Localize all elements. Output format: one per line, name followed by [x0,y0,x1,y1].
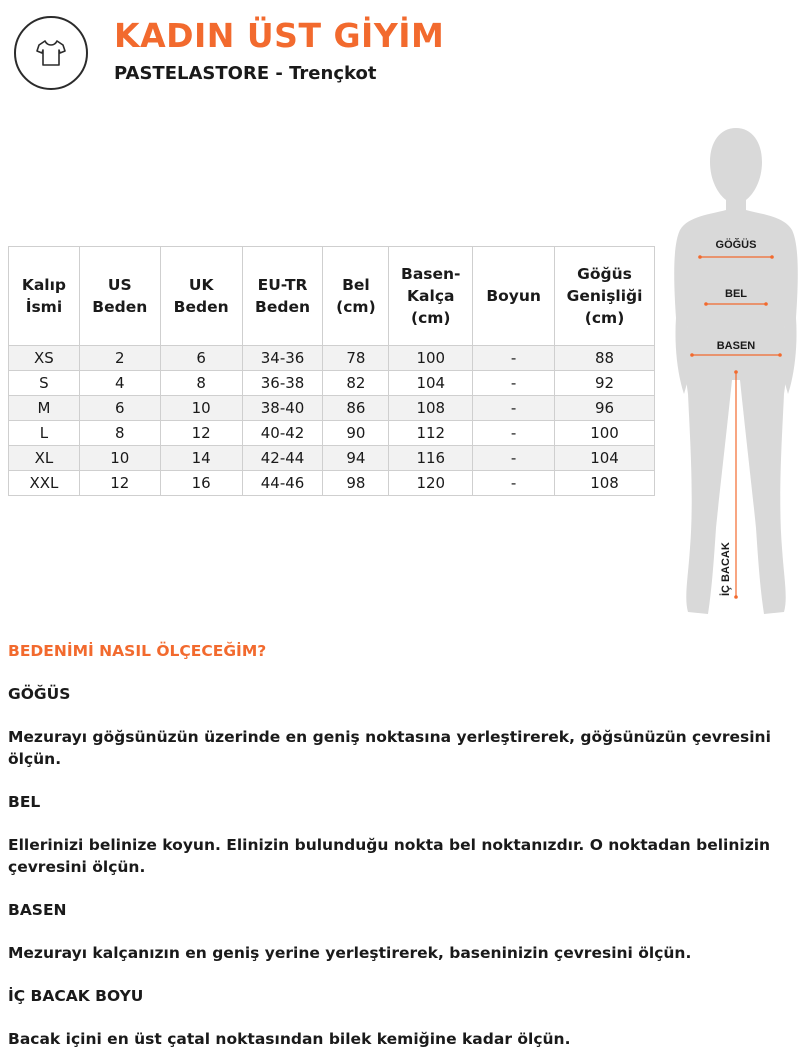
table-cell: 92 [555,371,655,396]
table-cell: 44-46 [242,471,323,496]
table-cell: 34-36 [242,346,323,371]
inseam-measure-dot [734,370,738,374]
guide-question: BEDENİMİ NASIL ÖLÇECEĞİM? [8,642,267,660]
header-cell-waist: Bel (cm) [323,247,389,346]
table-cell: 96 [555,396,655,421]
table-cell: 116 [389,446,473,471]
table-row [9,471,655,496]
table-cell: - [473,346,555,371]
size-table [8,246,655,496]
measurement-guide [8,640,803,1050]
waist-label: BEL [725,288,747,300]
table-cell: 40-42 [242,421,323,446]
chest-measure-dot [698,255,702,259]
table-cell: 104 [555,446,655,471]
table-cell: - [473,421,555,446]
guide-text-waist: Ellerinizi belinize koyun. Elinizin bulunduğu nokta bel noktanızdır. O noktadan belinizin çevresini ölçün. [8,836,771,876]
table-cell: 108 [555,471,655,496]
header-cell-neck: Boyun [473,247,555,346]
table-cell: 10 [160,396,242,421]
waist-measure-dot [704,302,708,306]
table-cell: 90 [323,421,389,446]
table-cell: XS [9,346,80,371]
table-cell: 100 [389,346,473,371]
table-row [9,346,655,371]
header-cell-fit: Kalıp İsmi [9,247,80,346]
table-cell: 42-44 [242,446,323,471]
inseam-label: İÇ BACAK [720,542,732,596]
table-cell: 94 [323,446,389,471]
table-cell: 86 [323,396,389,421]
header-cell-hip: Basen- Kalça (cm) [389,247,473,346]
table-cell: 112 [389,421,473,446]
page-header [14,16,714,96]
table-cell: 8 [79,421,160,446]
table-cell: M [9,396,80,421]
logo-badge [14,16,88,90]
chest-measure-dot [770,255,774,259]
inseam-measure-dot [734,595,738,599]
tshirt-icon [33,35,69,71]
table-cell: 78 [323,346,389,371]
waist-measure-dot [764,302,768,306]
table-cell: 12 [79,471,160,496]
table-cell: 100 [555,421,655,446]
table-cell: 38-40 [242,396,323,421]
guide-text-hip: Mezurayı kalçanızın en geniş yerine yerleştirerek, baseninizin çevresini ölçün. [8,944,692,962]
table-cell: - [473,396,555,421]
guide-text-inseam: Bacak içini en üst çatal noktasından bilek kemiğine kadar ölçün. [8,1030,571,1048]
table-cell: 82 [323,371,389,396]
table-row [9,421,655,446]
page-subtitle: PASTELASTORE - Trençkot [114,63,377,84]
table-cell: L [9,421,80,446]
table-cell: 36-38 [242,371,323,396]
table-cell: 120 [389,471,473,496]
guide-heading-hip: BASEN [8,901,67,919]
table-cell: 88 [555,346,655,371]
table-row [9,396,655,421]
table-cell: - [473,446,555,471]
table-cell: 14 [160,446,242,471]
table-cell: 98 [323,471,389,496]
table-cell: 4 [79,371,160,396]
guide-text-chest: Mezurayı göğsünüzün üzerinde en geniş noktasına yerleştirerek, göğsünüzün çevresini ölçün. [8,728,771,768]
table-cell: 10 [79,446,160,471]
table-cell: 104 [389,371,473,396]
hip-measure-dot [690,353,694,357]
header-cell-chest-width: Göğüs Genişliği (cm) [555,247,655,346]
table-cell: 108 [389,396,473,421]
table-cell: XXL [9,471,80,496]
header-cell-eu-tr: EU-TR Beden [242,247,323,346]
page-title: KADIN ÜST GİYİM [114,16,445,55]
hip-measure-dot [778,353,782,357]
table-cell: XL [9,446,80,471]
guide-heading-waist: BEL [8,793,41,811]
chest-label: GÖĞÜS [715,239,757,251]
table-cell: 2 [79,346,160,371]
table-cell: 16 [160,471,242,496]
table-cell: - [473,471,555,496]
header-cell-us: US Beden [79,247,160,346]
table-cell: 6 [160,346,242,371]
table-row [9,371,655,396]
guide-heading-inseam: İÇ BACAK BOYU [8,987,144,1005]
header-cell-uk: UK Beden [160,247,242,346]
table-header-row [9,247,655,346]
table-cell: 6 [79,396,160,421]
body-measurement-figure [662,118,811,623]
guide-heading-chest: GÖĞÜS [8,685,71,703]
table-cell: 8 [160,371,242,396]
table-cell: S [9,371,80,396]
table-row [9,446,655,471]
table-cell: 12 [160,421,242,446]
hip-label: BASEN [716,340,756,352]
table-cell: - [473,371,555,396]
